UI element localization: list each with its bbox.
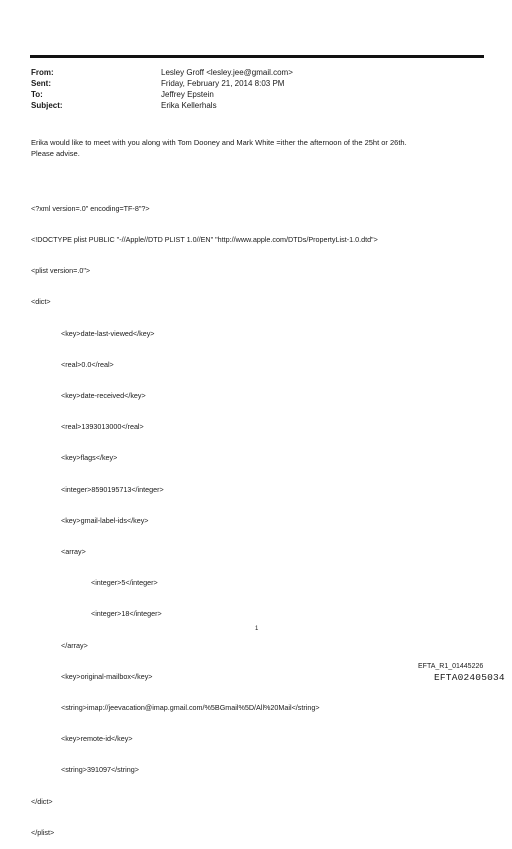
header-divider xyxy=(30,55,484,58)
plist-line: <key>date-last-viewed</key> xyxy=(61,328,155,338)
plist-line: <!DOCTYPE plist PUBLIC "-//Apple//DTD PLIST 1.0//EN" "http://www.apple.com/DTDs/PropertyList-1.0.dtd"> xyxy=(31,235,378,245)
plist-line: <key>date-received</key> xyxy=(61,391,146,401)
plist-line: </dict> xyxy=(31,796,53,806)
plist-line: <key>original-mailbox</key> xyxy=(61,671,153,681)
subject-label: Subject: xyxy=(31,101,63,110)
plist-line: <real>0.0</real> xyxy=(61,359,114,369)
page-number: 1 xyxy=(255,626,259,632)
plist-line: <integer>8590195713</integer> xyxy=(61,484,164,494)
plist-line: <?xml version=.0" encoding=TF-8"?> xyxy=(31,203,150,213)
plist-line: <integer>5</integer> xyxy=(91,578,158,588)
plist-line: <key>remote-id</key> xyxy=(61,734,133,744)
subject-value: Erika Kellerhals xyxy=(161,101,217,110)
header-row-sent xyxy=(31,78,293,89)
from-label: From: xyxy=(31,68,54,77)
from-value: Lesley Groff <lesley.jee@gmail.com> xyxy=(161,68,293,77)
plist-line: <array> xyxy=(61,547,86,557)
plist-line: <real>1393013000</real> xyxy=(61,422,144,432)
plist-line: <key>flags</key> xyxy=(61,453,118,463)
sent-label: Sent: xyxy=(31,79,51,88)
bates-stamp-secondary: EFTA02405034 xyxy=(434,672,505,683)
bates-stamp-primary: EFTA_R1_01445226 xyxy=(418,663,484,670)
header-row-to xyxy=(31,89,293,100)
plist-line: </plist> xyxy=(31,827,55,837)
to-value: Jeffrey Epstein xyxy=(161,90,214,99)
plist-line: </array> xyxy=(61,640,88,650)
plist-block xyxy=(31,183,378,849)
body-line: Erika would like to meet with you along with Tom Dooney and Mark White =ither the afternoon of the 25ht or 26th. xyxy=(31,138,407,147)
plist-line: <plist version=.0"> xyxy=(31,266,91,276)
plist-line: <dict> xyxy=(31,297,51,307)
header-row-from xyxy=(31,67,293,78)
plist-line: <string>imap://jeevacation@imap.gmail.com/%5BGmail%5D/All%20Mail</string> xyxy=(61,703,320,713)
body-line: Please advise. xyxy=(31,148,80,158)
plist-line: <string>391097</string> xyxy=(61,765,139,775)
sent-value: Friday, February 21, 2014 8:03 PM xyxy=(161,79,285,88)
to-label: To: xyxy=(31,90,43,99)
email-body xyxy=(31,138,491,159)
header-row-subject xyxy=(31,100,293,111)
plist-line: <key>gmail-label-ids</key> xyxy=(61,515,149,525)
plist-line: <integer>18</integer> xyxy=(91,609,162,619)
email-header xyxy=(31,67,293,111)
